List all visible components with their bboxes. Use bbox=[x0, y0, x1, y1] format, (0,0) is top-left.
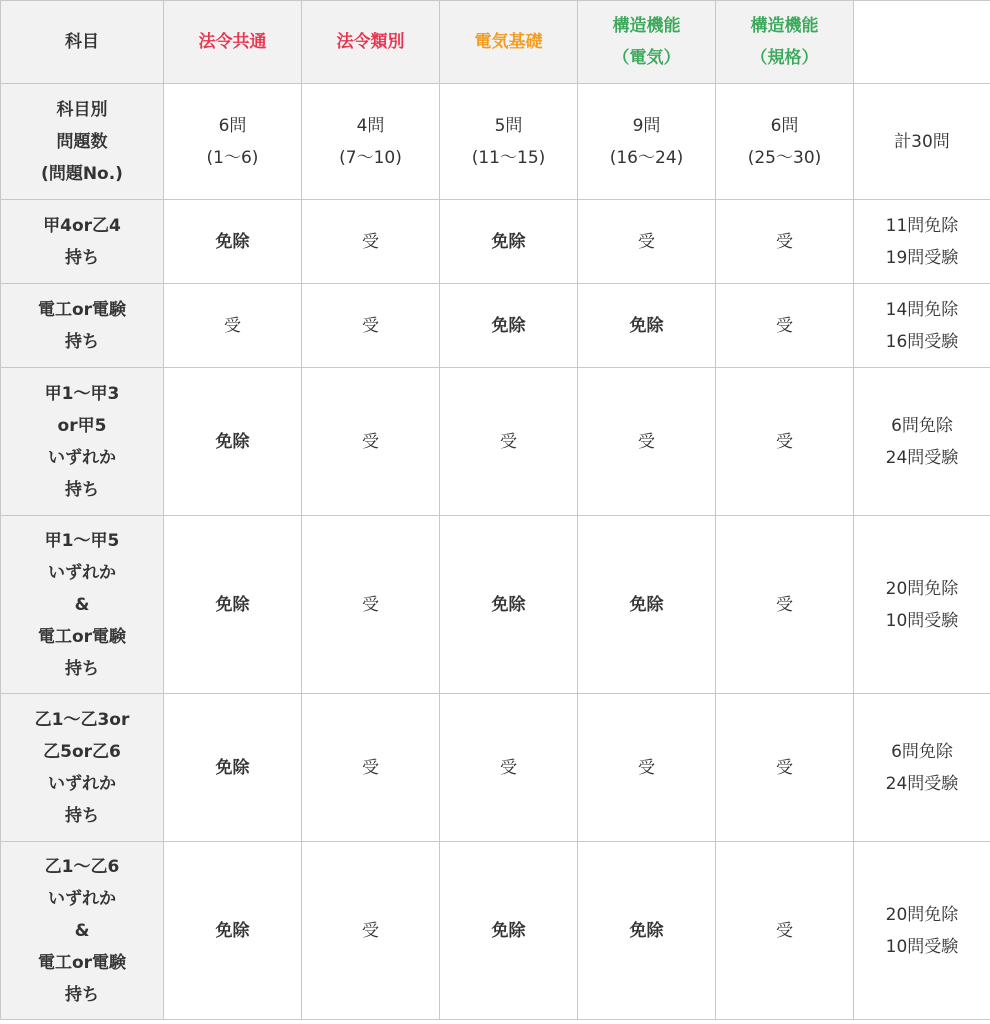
row-header-line: いずれか bbox=[48, 773, 116, 794]
total-exempt: 20問免除 bbox=[885, 578, 959, 599]
qualification-row bbox=[1, 694, 990, 842]
status-cell: 免除 bbox=[164, 516, 302, 694]
subject-header-subtext: （電気） bbox=[612, 48, 681, 68]
row-header-line: 乙1〜乙6 bbox=[44, 856, 120, 877]
subject-header-label: 科目 bbox=[1, 1, 164, 84]
status-cell: 受 bbox=[578, 694, 716, 842]
total-exam: 16問受験 bbox=[885, 331, 959, 352]
row-header bbox=[1, 84, 164, 200]
total-exempt: 20問免除 bbox=[885, 904, 959, 925]
status-cell: 受 bbox=[440, 694, 578, 842]
row-header-line: 持ち bbox=[65, 331, 99, 352]
status-cell: 受 bbox=[302, 200, 440, 284]
row-header-line: 持ち bbox=[65, 984, 99, 1005]
header-row bbox=[1, 1, 990, 84]
subject-header-text: 法令共通 bbox=[198, 32, 267, 52]
row-header-line: 持ち bbox=[65, 247, 99, 268]
row-header-line: & bbox=[74, 920, 90, 941]
row-header-line: 持ち bbox=[65, 805, 99, 826]
subject-header-text: 電気基礎 bbox=[474, 32, 543, 52]
status-cell: 免除 bbox=[440, 516, 578, 694]
question-count-row bbox=[1, 84, 990, 200]
status-cell: 免除 bbox=[164, 842, 302, 1020]
count-range: (7〜10) bbox=[339, 147, 402, 168]
qualification-row bbox=[1, 368, 990, 516]
row-header-line: 電工or電験 bbox=[37, 626, 127, 647]
total-exempt: 14問免除 bbox=[885, 299, 959, 320]
count-value: 6問 bbox=[218, 115, 247, 136]
subject-header-denki-kiso bbox=[440, 1, 578, 84]
status-cell: 受 bbox=[716, 200, 854, 284]
status-cell: 免除 bbox=[578, 284, 716, 368]
row-header bbox=[1, 694, 164, 842]
qualification-row bbox=[1, 284, 990, 368]
count-range: (1〜6) bbox=[206, 147, 259, 168]
subject-header-kouzou-denki bbox=[578, 1, 716, 84]
qualification-row bbox=[1, 516, 990, 694]
row-header bbox=[1, 200, 164, 284]
status-cell: 受 bbox=[302, 284, 440, 368]
total-exam: 24問受験 bbox=[885, 447, 959, 468]
row-header-line: 電工or電験 bbox=[37, 299, 127, 320]
status-cell: 受 bbox=[302, 516, 440, 694]
total-cell bbox=[854, 284, 990, 368]
subject-header-kouzou-kikaku bbox=[716, 1, 854, 84]
status-cell: 受 bbox=[302, 842, 440, 1020]
total-exam: 10問受験 bbox=[885, 610, 959, 631]
total-exempt: 6問免除 bbox=[891, 741, 953, 762]
row-header-line: いずれか bbox=[48, 888, 116, 909]
status-cell: 受 bbox=[716, 516, 854, 694]
status-cell: 受 bbox=[302, 368, 440, 516]
subject-header-text: 構造機能 bbox=[750, 16, 819, 36]
status-cell: 受 bbox=[164, 284, 302, 368]
row-header bbox=[1, 516, 164, 694]
count-cell bbox=[716, 84, 854, 200]
status-cell: 免除 bbox=[440, 200, 578, 284]
total-cell bbox=[854, 842, 990, 1020]
row-header-line: いずれか bbox=[48, 447, 116, 468]
total-exempt: 6問免除 bbox=[891, 415, 953, 436]
total-header-blank bbox=[854, 1, 990, 84]
count-value: 6問 bbox=[770, 115, 799, 136]
count-cell bbox=[164, 84, 302, 200]
status-cell: 免除 bbox=[440, 842, 578, 1020]
total-exempt: 11問免除 bbox=[885, 215, 959, 236]
total-cell bbox=[854, 516, 990, 694]
status-cell: 免除 bbox=[578, 516, 716, 694]
count-cell bbox=[302, 84, 440, 200]
row-header-line: or甲5 bbox=[57, 415, 107, 436]
subject-header-text: 法令類別 bbox=[336, 32, 405, 52]
row-header-line: (問題No.) bbox=[41, 163, 123, 184]
row-header-line: 乙1〜乙3or bbox=[34, 709, 130, 730]
count-range: (25〜30) bbox=[747, 147, 822, 168]
count-value: 9問 bbox=[632, 115, 661, 136]
subject-header-hourei-kyoutsuu bbox=[164, 1, 302, 84]
total-exam: 19問受験 bbox=[885, 247, 959, 268]
status-cell: 受 bbox=[716, 842, 854, 1020]
row-header bbox=[1, 842, 164, 1020]
status-cell: 受 bbox=[578, 368, 716, 516]
row-header-line: 甲1〜甲5 bbox=[44, 530, 120, 551]
count-cell bbox=[578, 84, 716, 200]
row-header-line: 電工or電験 bbox=[37, 952, 127, 973]
subject-header-subtext: （規格） bbox=[750, 48, 819, 68]
count-cell bbox=[440, 84, 578, 200]
status-cell: 免除 bbox=[164, 200, 302, 284]
status-cell: 受 bbox=[716, 694, 854, 842]
total-cell bbox=[854, 368, 990, 516]
row-header bbox=[1, 284, 164, 368]
row-header-line: いずれか bbox=[48, 562, 116, 583]
status-cell: 受 bbox=[440, 368, 578, 516]
count-range: (11〜15) bbox=[471, 147, 546, 168]
total-cell bbox=[854, 84, 990, 200]
status-cell: 受 bbox=[716, 284, 854, 368]
row-header-line: 持ち bbox=[65, 479, 99, 500]
row-header-line: 問題数 bbox=[56, 131, 108, 152]
status-cell: 受 bbox=[716, 368, 854, 516]
status-cell: 免除 bbox=[164, 694, 302, 842]
total-exam: 10問受験 bbox=[885, 936, 959, 957]
subject-header-hourei-ruibetsu bbox=[302, 1, 440, 84]
row-header-line: 甲4or乙4 bbox=[43, 215, 121, 236]
row-header-line: 持ち bbox=[65, 658, 99, 679]
count-range: (16〜24) bbox=[609, 147, 684, 168]
row-header-line: 甲1〜甲3 bbox=[44, 383, 120, 404]
count-value: 4問 bbox=[356, 115, 385, 136]
qualification-row bbox=[1, 842, 990, 1020]
row-header-line: & bbox=[74, 594, 90, 615]
status-cell: 免除 bbox=[578, 842, 716, 1020]
total-cell bbox=[854, 200, 990, 284]
count-value: 5問 bbox=[494, 115, 523, 136]
subject-header-text: 構造機能 bbox=[612, 16, 681, 36]
status-cell: 免除 bbox=[440, 284, 578, 368]
row-header-line: 科目別 bbox=[56, 99, 108, 120]
total-cell bbox=[854, 694, 990, 842]
row-header-line: 乙5or乙6 bbox=[43, 741, 121, 762]
status-cell: 免除 bbox=[164, 368, 302, 516]
total-text: 計30問 bbox=[894, 131, 950, 152]
total-exam: 24問受験 bbox=[885, 773, 959, 794]
qualification-row bbox=[1, 200, 990, 284]
row-header bbox=[1, 368, 164, 516]
status-cell: 受 bbox=[578, 200, 716, 284]
status-cell: 受 bbox=[302, 694, 440, 842]
